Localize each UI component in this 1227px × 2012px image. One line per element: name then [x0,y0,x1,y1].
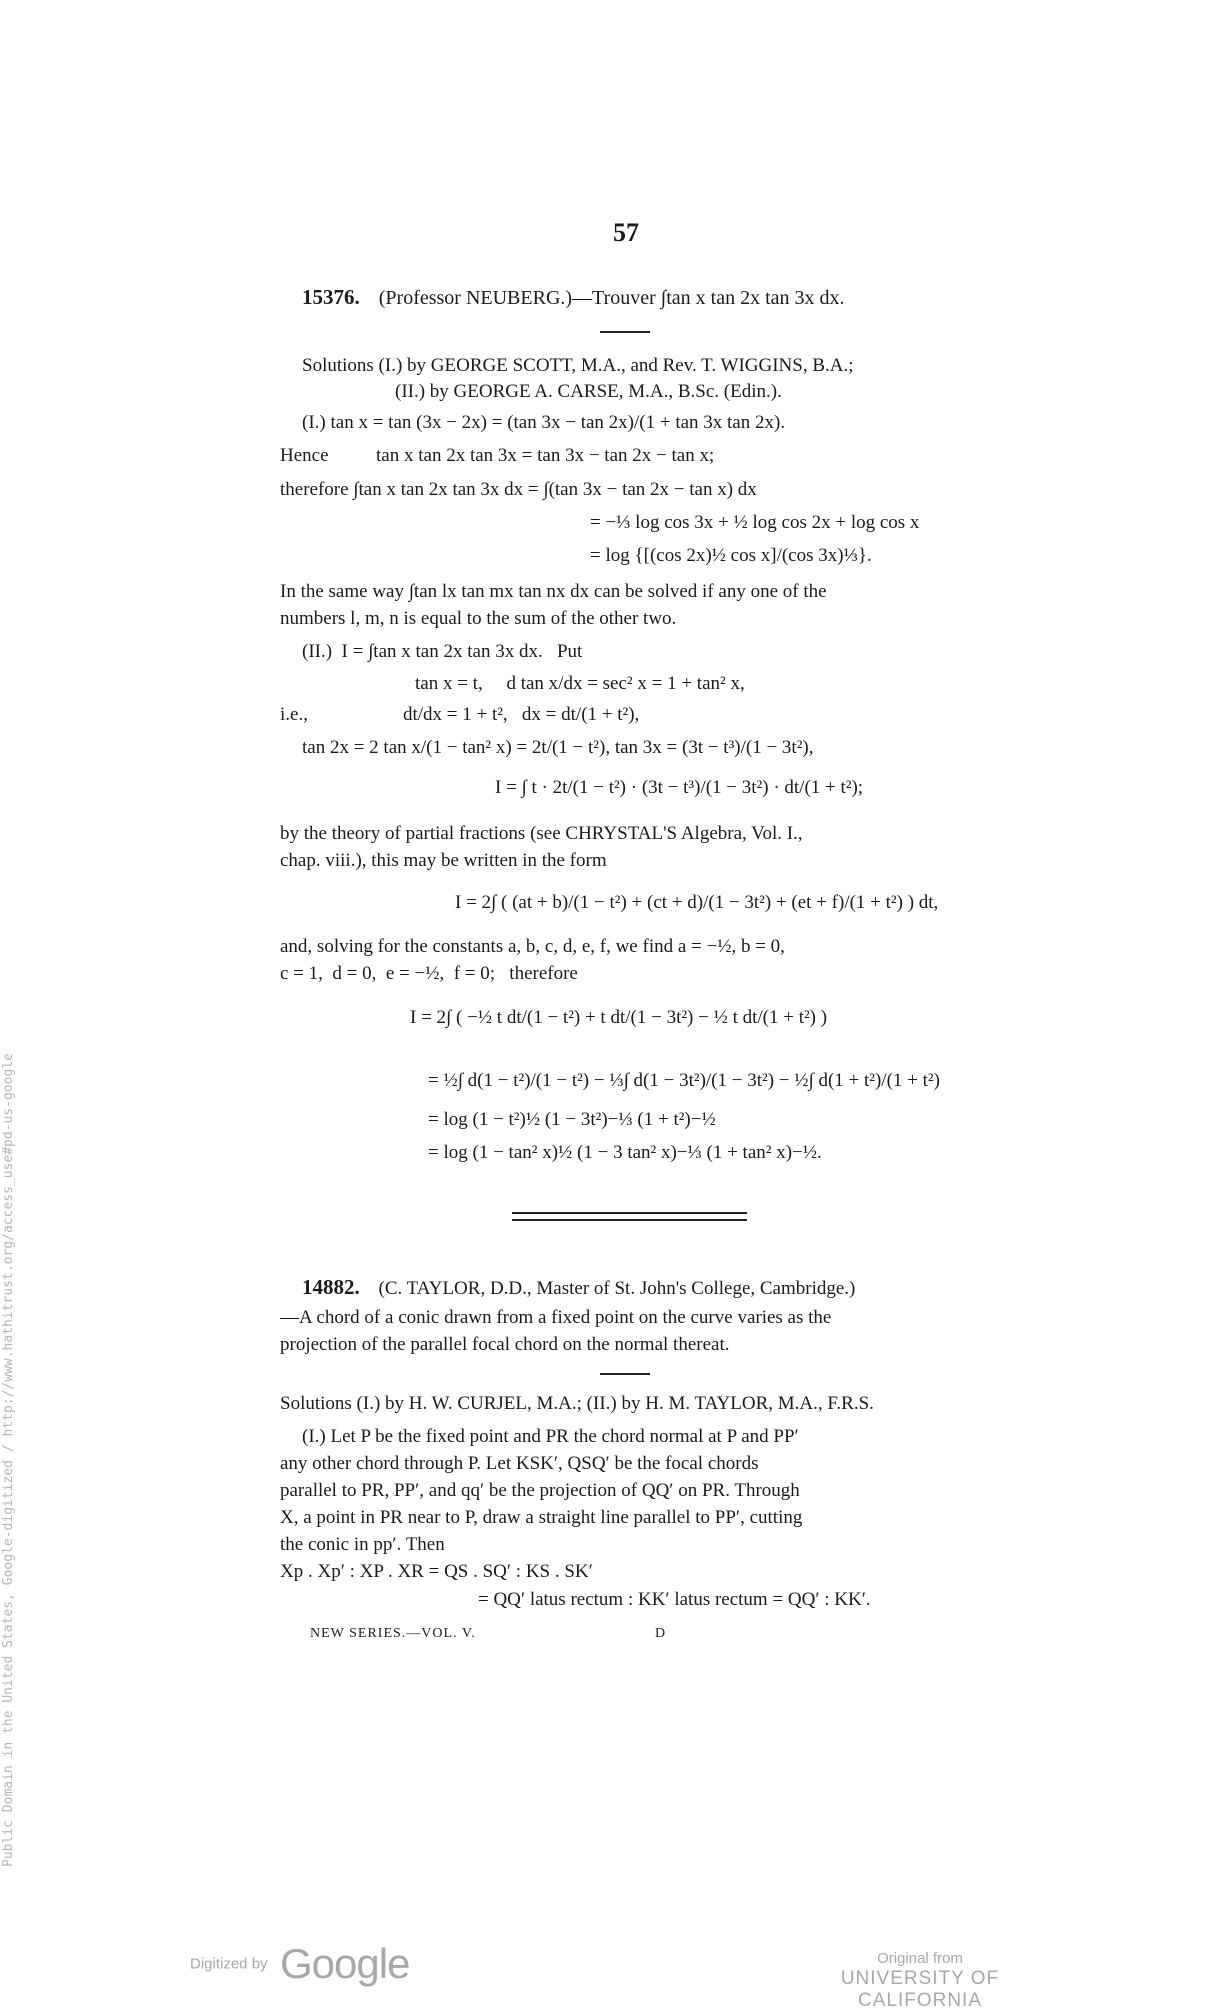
signature-mark: D [655,1626,666,1641]
short-divider [600,331,650,333]
problem-header [302,1275,855,1300]
body-text: (I.) Let P be the fixed point and PR the chord normal at P and PP′ [302,1426,799,1447]
short-divider [600,1373,650,1375]
body-text: projection of the parallel focal chord on the normal thereat. [280,1334,730,1355]
problem-number: 15376. [302,285,360,309]
equation-line: tan x = t, d tan x/dx = sec² x = 1 + tan² x, [415,673,745,694]
section-divider [512,1212,747,1214]
equation-line: = −⅓ log cos 3x + ½ log cos 2x + log cos x [590,512,920,533]
equation-line: Hence tan x tan 2x tan 3x = tan 3x − tan 2x − tan x; [280,445,715,466]
body-text: any other chord through P. Let KSK′, QSQ′ be the focal chords [280,1453,759,1474]
equation-line: therefore ∫tan x tan 2x tan 3x dx = ∫(tan 3x − tan 2x − tan x) dx [280,479,757,500]
equation-line: (I.) tan x = tan (3x − 2x) = (tan 3x − tan 2x)/(1 + tan 3x tan 2x). [302,412,786,433]
google-logo: Google [280,1940,410,1987]
equation-line: = QQ′ latus rectum : KK′ latus rectum = QQ′ : KK′. [478,1589,871,1610]
body-text: parallel to PR, PP′, and qq′ be the projection of QQ′ on PR. Through [280,1480,800,1501]
problem-statement: (C. TAYLOR, D.D., Master of St. John's College, Cambridge.) [378,1278,856,1299]
equation-line: = log (1 − t²)½ (1 − 3t²)−⅓ (1 + t²)−½ [428,1109,716,1130]
equation-line: (II.) I = ∫tan x tan 2x tan 3x dx. Put [302,641,583,662]
equation-line: I = 2∫ ( (at + b)/(1 − t²) + (ct + d)/(1 − 3t²) + (et + f)/(1 + t²) ) dt, [455,892,939,913]
equation-line: I = ∫ t · 2t/(1 − t²) · (3t − t³)/(1 − 3t²) · dt/(1 + t²); [495,777,864,798]
equation-line: = log {[(cos 2x)½ cos x]/(cos 3x)⅓}. [590,545,872,566]
body-text: c = 1, d = 0, e = −½, f = 0; therefore [280,963,578,984]
body-text: —A chord of a conic drawn from a fixed point on the curve varies as the [280,1307,832,1328]
solutions-authors: (II.) by GEORGE A. CARSE, M.A., B.Sc. (Edin.). [395,381,782,402]
page-number: 57 [613,218,639,247]
digitized-by-label: Digitized by [190,1955,268,1973]
body-text: and, solving for the constants a, b, c, d, e, f, we find a = −½, b = 0, [280,936,785,957]
side-watermark [0,167,17,1867]
original-institution: UNIVERSITY OF CALIFORNIA [840,1968,1000,2011]
body-text: by the theory of partial fractions (see CHRYSTAL'S Algebra, Vol. I., [280,823,803,844]
body-text: X, a point in PR near to P, draw a straight line parallel to PP′, cutting [280,1507,803,1528]
original-from-label: Original from [877,1950,963,1967]
watermark-line: Public Domain in the United States, Google-digitized / http://www.hathitrust.org/access_use#pd-us-google [1,1053,16,1867]
body-text: the conic in pp′. Then [280,1534,445,1555]
equation-line: = log (1 − tan² x)½ (1 − 3 tan² x)−⅓ (1 + tan² x)−½. [428,1142,822,1163]
equation-line: = ½∫ d(1 − t²)/(1 − t²) − ⅓∫ d(1 − 3t²)/(1 − 3t²) − ½∫ d(1 + t²)/(1 + t²) [428,1070,940,1091]
solutions-authors: Solutions (I.) by GEORGE SCOTT, M.A., and Rev. T. WIGGINS, B.A.; [302,355,854,376]
body-text: numbers l, m, n is equal to the sum of the other two. [280,608,677,629]
equation-line: i.e., dt/dx = 1 + t², dx = dt/(1 + t²), [280,704,640,725]
body-text: In the same way ∫tan lx tan mx tan nx dx can be solved if any one of the [280,581,827,602]
equation-line: Xp . Xp′ : XP . XR = QS . SQ′ : KS . SK′ [280,1561,593,1582]
problem-number: 14882. [302,1275,360,1299]
solutions-authors: Solutions (I.) by H. W. CURJEL, M.A.; (II.) by H. M. TAYLOR, M.A., F.R.S. [280,1393,874,1414]
series-footer: NEW SERIES.—VOL. V. [310,1626,476,1641]
problem-statement: (Professor NEUBERG.)—Trouver ∫tan x tan 2x tan 3x dx. [378,287,845,309]
equation-line: tan 2x = 2 tan x/(1 − tan² x) = 2t/(1 − t²), tan 3x = (3t − t³)/(1 − 3t²), [302,737,814,758]
problem-header [302,285,845,310]
section-divider [512,1219,747,1221]
original-from [780,1950,1060,2012]
body-text: chap. viii.), this may be written in the form [280,850,607,871]
equation-line: I = 2∫ ( −½ t dt/(1 − t²) + t dt/(1 − 3t²) − ½ t dt/(1 + t²) ) [410,1007,828,1028]
